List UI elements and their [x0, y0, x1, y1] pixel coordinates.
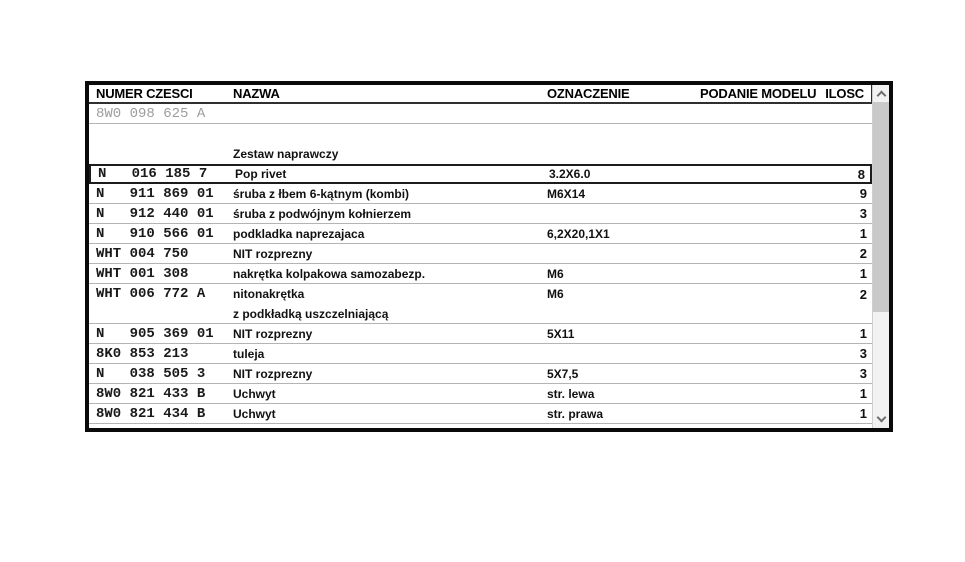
table-row[interactable]	[89, 224, 872, 244]
vertical-scrollbar[interactable]	[872, 85, 889, 428]
part-quantity: 3	[859, 366, 867, 381]
table-row[interactable]	[89, 184, 872, 204]
part-quantity: 9	[859, 186, 867, 201]
part-name: podkladka naprezajaca	[233, 226, 365, 241]
table-row[interactable]	[89, 344, 872, 364]
table-row[interactable]	[89, 364, 872, 384]
part-quantity: 3	[859, 206, 867, 221]
table-row[interactable]	[89, 204, 872, 224]
part-number: 8W0 098 625 A	[96, 105, 206, 122]
part-number: N 910 566 01	[96, 225, 214, 242]
part-number: N 038 505 3	[96, 365, 206, 382]
part-designation: str. lewa	[547, 386, 595, 401]
part-number: N 911 869 01	[96, 185, 214, 202]
table-rows	[89, 104, 872, 424]
part-name: nitonakrętka	[233, 287, 305, 301]
scrollbar-thumb[interactable]	[873, 102, 889, 312]
table-row[interactable]	[89, 144, 872, 164]
part-designation: M6X14	[547, 186, 586, 201]
part-number: N 905 369 01	[96, 325, 214, 342]
part-name: tuleja	[233, 346, 265, 361]
column-header-podanie-modelu: PODANIE MODELU	[700, 86, 817, 101]
table-row[interactable]	[89, 244, 872, 264]
part-name: śruba z łbem 6-kątnym (kombi)	[233, 186, 410, 201]
part-designation: 5X11	[547, 326, 575, 341]
part-quantity: 2	[859, 286, 867, 302]
part-name: Uchwyt	[233, 386, 276, 401]
part-name: śruba z podwójnym kołnierzem	[233, 206, 412, 221]
part-designation: 6,2X20,1X1	[547, 226, 610, 241]
table-row[interactable]	[89, 304, 872, 324]
column-header-nazwa: NAZWA	[233, 86, 280, 101]
part-number: 8K0 853 213	[96, 345, 189, 362]
part-quantity: 1	[859, 266, 867, 281]
part-number: WHT 006 772 A	[96, 286, 206, 302]
part-quantity: 1	[859, 226, 867, 241]
table-row[interactable]	[89, 124, 872, 144]
part-name: NIT rozprezny	[233, 366, 313, 381]
table-row[interactable]	[89, 284, 872, 304]
part-name: NIT rozprezny	[233, 246, 313, 261]
table-row[interactable]	[89, 324, 872, 344]
table-row[interactable]	[89, 264, 872, 284]
table-header	[89, 85, 872, 104]
part-quantity: 3	[859, 346, 867, 361]
chevron-up-icon	[876, 91, 886, 101]
chevron-down-icon	[876, 413, 886, 423]
table-row[interactable]	[89, 384, 872, 404]
column-header-oznaczenie: OZNACZENIE	[547, 86, 630, 101]
part-designation: 3.2X6.0	[549, 167, 591, 181]
part-designation: M6	[547, 266, 564, 281]
part-quantity: 1	[859, 386, 867, 401]
part-number: 8W0 821 433 B	[96, 385, 206, 402]
table-row[interactable]	[89, 404, 872, 424]
scrollbar-down-button[interactable]	[873, 411, 889, 428]
part-number: WHT 001 308	[96, 265, 189, 282]
part-designation: str. prawa	[547, 406, 604, 421]
part-number: N 912 440 01	[96, 205, 214, 222]
part-quantity: 8	[857, 166, 865, 182]
part-number: WHT 004 750	[96, 245, 189, 262]
column-header-numer-czesci: NUMER CZESCI	[96, 86, 193, 101]
parts-table	[85, 81, 893, 432]
part-quantity: 1	[859, 326, 867, 341]
column-header-ilosc: ILOSC	[825, 86, 864, 101]
part-name: z podkładką uszczelniającą	[233, 306, 389, 321]
part-name: Pop rivet	[235, 167, 287, 181]
table-row-selected[interactable]	[89, 164, 872, 184]
table-row[interactable]	[89, 104, 872, 124]
part-name: NIT rozprezny	[233, 326, 313, 341]
part-designation: 5X7,5	[547, 366, 579, 381]
part-quantity: 2	[859, 246, 867, 261]
part-name: nakrętka kolpakowa samozabezp.	[233, 266, 426, 281]
part-name: Uchwyt	[233, 406, 276, 421]
part-name: Zestaw naprawczy	[233, 147, 339, 161]
part-quantity: 1	[859, 406, 867, 421]
part-designation: M6	[547, 287, 564, 301]
part-number: 8W0 821 434 B	[96, 405, 206, 422]
scrollbar-up-button[interactable]	[873, 85, 889, 102]
part-number: N 016 185 7	[98, 166, 208, 182]
